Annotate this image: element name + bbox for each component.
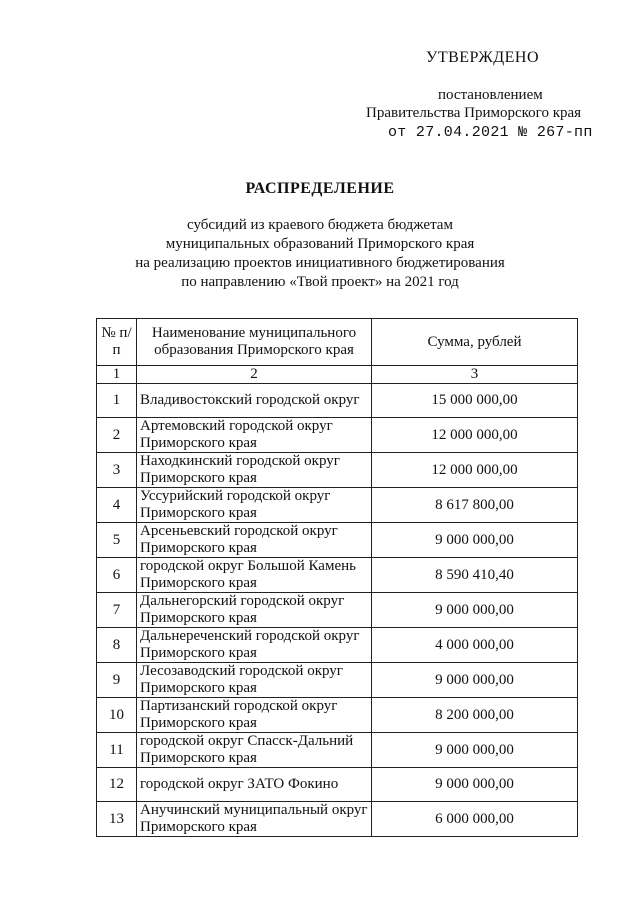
row-number: 8 (97, 628, 137, 663)
subtitle-line: на реализацию проектов инициативного бюджетирования (135, 255, 505, 271)
row-number: 1 (97, 384, 137, 418)
table-row (97, 593, 578, 628)
subtitle-line: субсидий из краевого бюджета бюджетам (187, 217, 453, 233)
row-number: 5 (97, 523, 137, 558)
header-sum: Сумма, рублей (372, 319, 578, 366)
subsidy-amount: 15 000 000,00 (372, 384, 578, 418)
row-number: 3 (97, 453, 137, 488)
subsidy-amount: 9 000 000,00 (372, 768, 578, 802)
column-number-row (97, 366, 578, 384)
table-row (97, 663, 578, 698)
subsidy-amount: 12 000 000,00 (372, 418, 578, 453)
table-row (97, 733, 578, 768)
approval-line-1: постановлением (438, 87, 543, 103)
approval-line-2: Правительства Приморского края (366, 105, 582, 121)
table-row (97, 384, 578, 418)
municipality-name: Находкинский городской округ Приморского края (137, 453, 372, 488)
municipality-name: городской округ Большой Камень Приморского края (137, 558, 372, 593)
approval-title: УТВЕРЖДЕНО (426, 49, 540, 66)
municipality-name: Дальнереченский городской округ Приморского края (137, 628, 372, 663)
document-subtitle (0, 216, 640, 292)
municipality-name: городской округ ЗАТО Фокино (137, 768, 372, 802)
subsidy-amount: 12 000 000,00 (372, 453, 578, 488)
subsidy-amount: 9 000 000,00 (372, 733, 578, 768)
table-row (97, 418, 578, 453)
row-number: 4 (97, 488, 137, 523)
municipality-name: Артемовский городской округ Приморского края (137, 418, 372, 453)
table-header-row (97, 319, 578, 366)
column-number: 2 (137, 366, 372, 384)
municipality-name: Владивостокский городской округ (137, 384, 372, 418)
municipality-name: Уссурийский городской округ Приморского края (137, 488, 372, 523)
table-row (97, 802, 578, 837)
row-number: 11 (97, 733, 137, 768)
row-number: 12 (97, 768, 137, 802)
table-row (97, 558, 578, 593)
row-number: 2 (97, 418, 137, 453)
subsidy-amount: 6 000 000,00 (372, 802, 578, 837)
document-title: РАСПРЕДЕЛЕНИЕ (245, 180, 395, 197)
municipality-name: Арсеньевский городской округ Приморского края (137, 523, 372, 558)
header-num: № п/п (97, 319, 137, 366)
table-row (97, 768, 578, 802)
municipality-name: Лесозаводский городской округ Приморского края (137, 663, 372, 698)
subsidy-amount: 9 000 000,00 (372, 593, 578, 628)
subtitle-line: муниципальных образований Приморского края (165, 236, 475, 252)
approval-decree-number: от 27.04.2021 № 267-пп (388, 124, 593, 141)
table-row (97, 453, 578, 488)
subsidy-amount: 9 000 000,00 (372, 663, 578, 698)
table-row (97, 523, 578, 558)
table-row (97, 488, 578, 523)
row-number: 9 (97, 663, 137, 698)
column-number: 3 (372, 366, 578, 384)
subtitle-line: по направлению «Твой проект» на 2021 год (181, 274, 459, 290)
municipality-name: городской округ Спасск-Дальний Приморского края (137, 733, 372, 768)
subsidy-amount: 8 590 410,40 (372, 558, 578, 593)
municipality-name: Анучинский муниципальный округ Приморского края (137, 802, 372, 837)
row-number: 13 (97, 802, 137, 837)
subsidy-amount: 8 617 800,00 (372, 488, 578, 523)
municipality-name: Дальнегорский городской округ Приморского края (137, 593, 372, 628)
table-row (97, 698, 578, 733)
column-number: 1 (97, 366, 137, 384)
row-number: 10 (97, 698, 137, 733)
row-number: 6 (97, 558, 137, 593)
municipality-name: Партизанский городской округ Приморского края (137, 698, 372, 733)
subsidy-amount: 4 000 000,00 (372, 628, 578, 663)
row-number: 7 (97, 593, 137, 628)
header-name: Наименование муниципального образования Приморского края (137, 319, 372, 366)
distribution-table (96, 318, 578, 837)
table-row (97, 628, 578, 663)
subsidy-amount: 8 200 000,00 (372, 698, 578, 733)
subsidy-amount: 9 000 000,00 (372, 523, 578, 558)
